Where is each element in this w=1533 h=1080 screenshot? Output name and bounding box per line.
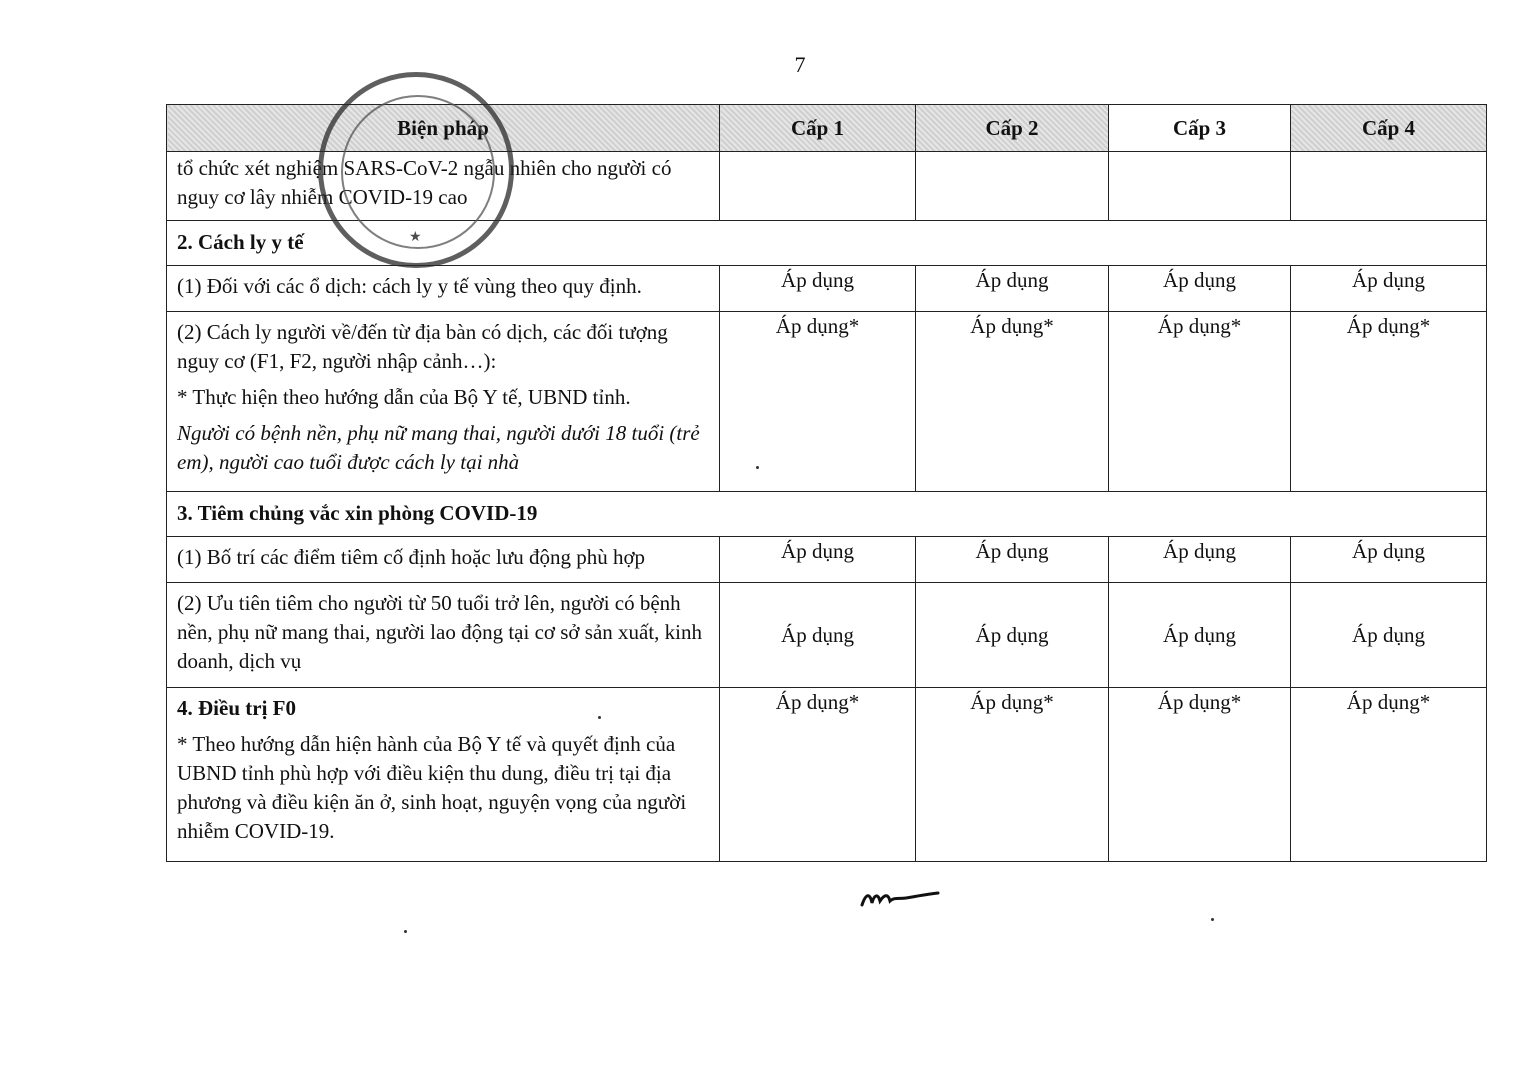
table-row	[167, 266, 1487, 312]
level-3-status: Áp dụng*	[1109, 312, 1291, 492]
level-2-status: Áp dụng	[916, 266, 1109, 312]
scan-speck	[404, 930, 407, 933]
level-1-status: Áp dụng	[720, 537, 916, 583]
level-4-status: Áp dụng*	[1291, 688, 1487, 862]
level-4-status: Áp dụng	[1291, 583, 1487, 688]
table-row	[167, 312, 1487, 492]
signature-mark	[860, 885, 940, 913]
measure-text: tổ chức xét nghiệm SARS-CoV-2 ngẫu nhiên cho người có nguy cơ lây nhiễm COVID-19 cao	[177, 156, 672, 209]
level-1-status: Áp dụng*	[720, 688, 916, 862]
level-1-status: Áp dụng	[720, 583, 916, 688]
measure-text: (2) Ưu tiên tiêm cho người từ 50 tuổi trở lên, người có bệnh nền, phụ nữ mang thai, người lao động tại cơ sở sản xuất, kinh doanh, dịch vụ	[177, 591, 702, 673]
level-cell	[1109, 152, 1291, 221]
section-heading: 4. Điều trị F0	[177, 696, 296, 720]
measure-italic-note: Người có bệnh nền, phụ nữ mang thai, người dưới 18 tuổi (trẻ em), người cao tuổi được cách ly tại nhà	[177, 421, 700, 474]
level-4-status: Áp dụng*	[1291, 312, 1487, 492]
level-2-status: Áp dụng*	[916, 688, 1109, 862]
header-level-4: Cấp 4	[1291, 105, 1487, 152]
level-3-status: Áp dụng	[1109, 583, 1291, 688]
section-title: 3. Tiêm chủng vắc xin phòng COVID-19	[177, 500, 538, 525]
level-1-status: Áp dụng	[720, 266, 916, 312]
section-title: 2. Cách ly y tế	[177, 229, 304, 254]
header-measure: Biện pháp	[167, 105, 720, 152]
level-2-status: Áp dụng	[916, 537, 1109, 583]
measure-text: (1) Bố trí các điểm tiêm cố định hoặc lưu động phù hợp	[177, 545, 646, 569]
level-3-status: Áp dụng*	[1109, 688, 1291, 862]
level-3-status: Áp dụng	[1109, 537, 1291, 583]
table-row	[167, 537, 1487, 583]
level-2-status: Áp dụng*	[916, 312, 1109, 492]
stamp-star-icon: ★	[409, 230, 422, 245]
scan-speck	[598, 716, 601, 719]
stamp-inner-ring	[341, 95, 495, 249]
scan-speck	[756, 466, 759, 469]
level-cell	[1291, 152, 1487, 221]
measure-note: * Thực hiện theo hướng dẫn của Bộ Y tế, UBND tỉnh.	[177, 385, 631, 409]
level-1-status: Áp dụng*	[720, 312, 916, 492]
level-4-status: Áp dụng	[1291, 537, 1487, 583]
section-row	[167, 492, 1487, 537]
level-cell	[720, 152, 916, 221]
header-level-1: Cấp 1	[720, 105, 916, 152]
official-stamp	[318, 72, 514, 268]
header-level-2: Cấp 2	[916, 105, 1109, 152]
table-row	[167, 688, 1487, 862]
scan-speck	[1211, 918, 1214, 921]
table-row	[167, 583, 1487, 688]
level-4-status: Áp dụng	[1291, 266, 1487, 312]
level-cell	[916, 152, 1109, 221]
page-number: 7	[794, 52, 806, 77]
header-level-3: Cấp 3	[1109, 105, 1291, 152]
level-3-status: Áp dụng	[1109, 266, 1291, 312]
measure-text: (2) Cách ly người về/đến từ địa bàn có dịch, các đối tượng nguy cơ (F1, F2, người nhập cảnh…):	[177, 320, 668, 373]
measure-text: * Theo hướng dẫn hiện hành của Bộ Y tế và quyết định của UBND tỉnh phù hợp với điều kiện thu dung, điều trị tại địa phương và điều kiện ăn ở, sinh hoạt, nguyện vọng của người nhiễm COVID-19.	[177, 732, 687, 843]
level-2-status: Áp dụng	[916, 583, 1109, 688]
measure-text: (1) Đối với các ổ dịch: cách ly y tế vùng theo quy định.	[177, 274, 642, 298]
